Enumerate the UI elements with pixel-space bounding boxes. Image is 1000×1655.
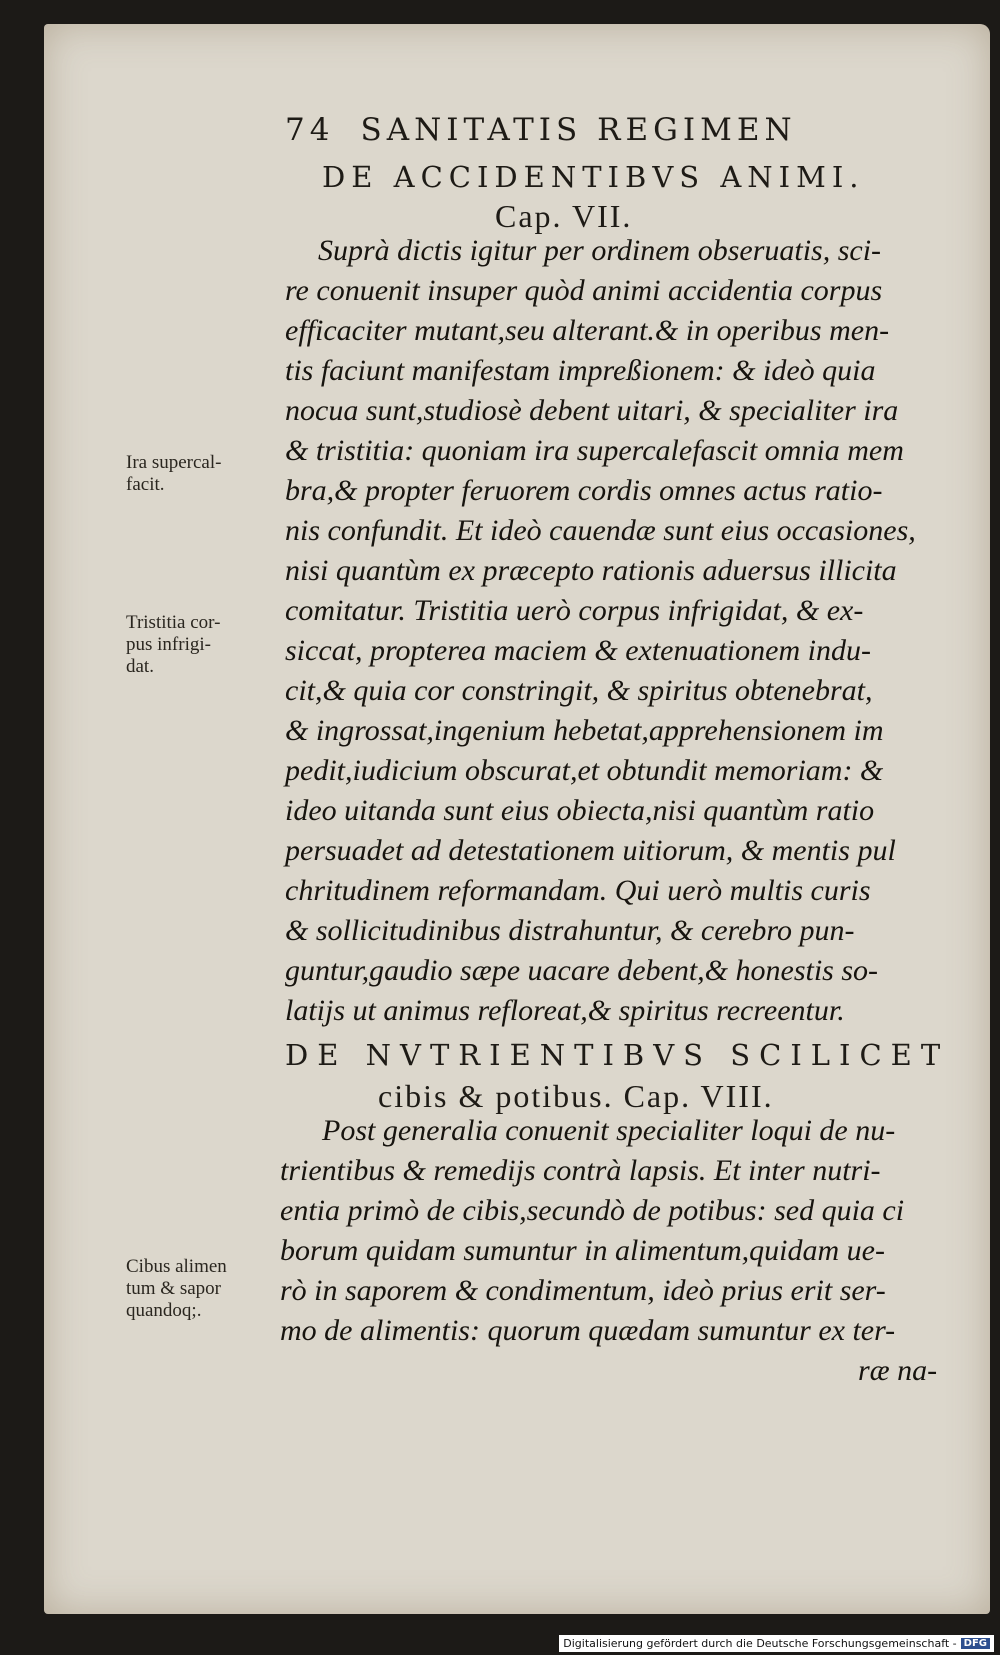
text-line: Post generalia conuenit specialiter loqui de nu-	[322, 1114, 896, 1147]
text-line: entia primò de cibis,secundò de potibus: sed quia ci	[280, 1194, 905, 1227]
dfg-logo: DFG	[961, 1638, 990, 1649]
page-number: 74	[285, 112, 335, 148]
digitization-credit	[559, 1635, 994, 1652]
running-head	[285, 112, 905, 148]
text-line: mo de alimentis: quorum quædam sumuntur ex ter-	[280, 1314, 896, 1347]
running-title: SANITATIS REGIMEN	[360, 112, 797, 148]
text-line: trientibus & remedijs contrà lapsis. Et inter nutri-	[280, 1154, 881, 1187]
text-line: nocua sunt,studiosè debent uitari, & specialiter ira	[285, 394, 899, 427]
text-line: nisi quantùm ex præcepto rationis aduersus illicita	[285, 554, 897, 587]
text-line: bra,& propter feruorem cordis omnes actus ratio-	[285, 474, 883, 507]
text-line: comitatur. Tristitia uerò corpus infrigidat, & ex-	[285, 594, 864, 627]
chapter-7-cap: Cap. VII.	[495, 198, 633, 234]
text-line: & tristitia: quoniam ira supercalefascit omnia mem	[285, 434, 904, 467]
chapter-7-heading: DE ACCIDENTIBVS ANIMI.	[322, 160, 865, 194]
text-line: & ingrossat,ingenium hebetat,apprehensionem im	[285, 714, 884, 747]
text-line: cit,& quia cor constringit, & spiritus obtenebrat,	[285, 674, 873, 707]
marginal-note-tristitia: Tristitia cor- pus infrigi- dat.	[126, 612, 221, 677]
catchword: ræ na-	[858, 1354, 938, 1387]
text-line: guntur,gaudio sæpe uacare debent,& honestis so-	[285, 954, 879, 987]
text-line: efficaciter mutant,seu alterant.& in operibus men-	[285, 314, 890, 347]
credit-text: Digitalisierung gefördert durch die Deutsche Forschungsgemeinschaft -	[563, 1637, 957, 1650]
text-line: nis confundit. Et ideò cauendæ sunt eius occasiones,	[285, 514, 916, 547]
text-line: ideo uitanda sunt eius obiecta,nisi quantùm ratio	[285, 794, 875, 827]
marginal-note-cibus: Cibus alimen tum & sapor quandoq;.	[126, 1256, 227, 1321]
marginal-note-ira: Ira supercal- facit.	[126, 452, 222, 495]
text-line: rò in saporem & condimentum, ideò prius erit ser-	[280, 1274, 886, 1307]
text-line: chritudinem reformandam. Qui uerò multis curis	[285, 874, 871, 907]
text-line: pedit,iudicium obscurat,et obtundit memoriam: &	[285, 754, 884, 787]
text-line: tis faciunt manifestam impreßionem: & ideò quia	[285, 354, 876, 387]
text-line: & sollicitudinibus distrahuntur, & cerebro pun-	[285, 914, 855, 947]
text-line: re conuenit insuper quòd animi accidentia corpus	[285, 274, 883, 307]
text-line: siccat, propterea maciem & extenuationem indu-	[285, 634, 871, 667]
text-line: Suprà dictis igitur per ordinem obseruatis, sci-	[318, 234, 882, 267]
chapter-8-subheading: cibis & potibus. Cap. VIII.	[378, 1078, 774, 1114]
text-line: persuadet ad detestationem uitiorum, & mentis pul	[285, 834, 896, 867]
text-line: borum quidam sumuntur in alimentum,quidam ue-	[280, 1234, 885, 1267]
chapter-8-heading: DE NVTRIENTIBVS SCILICET	[285, 1038, 950, 1072]
text-line: latijs ut animus refloreat,& spiritus recreentur.	[285, 994, 845, 1027]
